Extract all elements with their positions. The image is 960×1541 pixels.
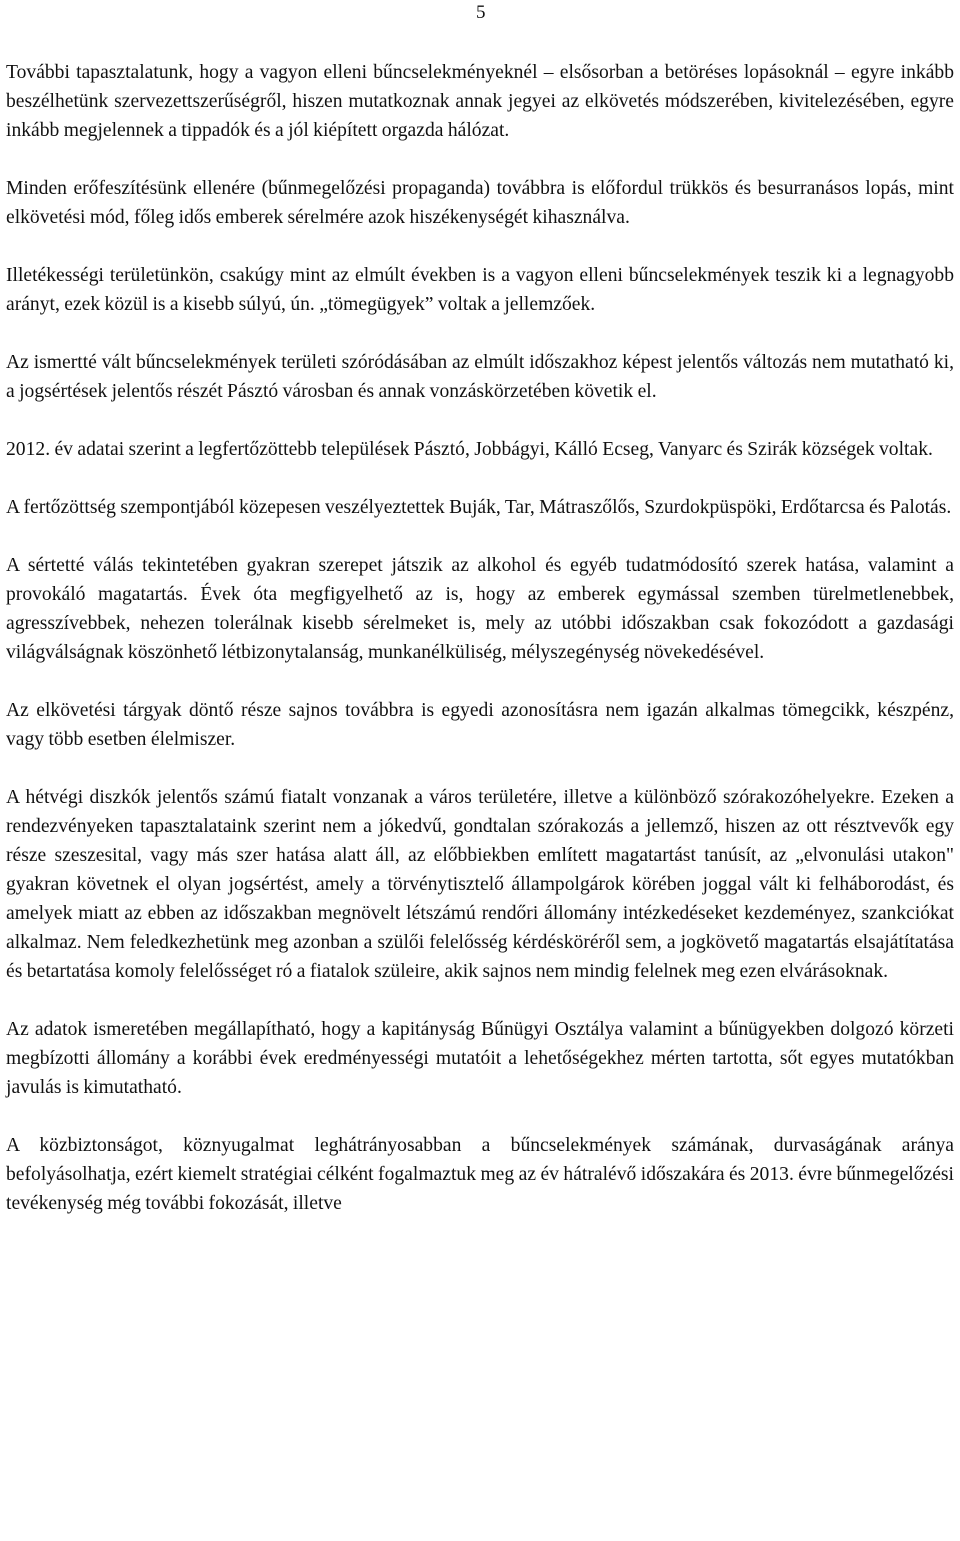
paragraph-11: A közbiztonságot, köznyugalmat leghátrányosabban a bűncselekmények számának, durvaságának aránya befolyásolhatja, ezért kiemelt stratégiai célként fogalmaztuk meg az év hátralévő időszakára és 2013. évre bűnmegelőzési tevékenység még további fokozását, illetve	[6, 1135, 954, 1214]
paragraph-5: 2012. év adatai szerint a legfertőzöttebb települések Pásztó, Jobbágyi, Kálló Ecseg, Vanyarc és Szirák községek voltak.	[6, 439, 933, 460]
paragraph-2: Minden erőfeszítésünk ellenére (bűnmegelőzési propaganda) továbbra is előfordul trükkös és besurranásos lopás, mint elkövetési mód, főleg idős emberek sérelmére azok hiszékenységét kihasználva.	[6, 178, 954, 228]
paragraph-4: Az ismertté vált bűncselekmények területi szóródásában az elmúlt időszakhoz képest jelentős változás nem mutatható ki, a jogsértések jelentős részét Pásztó városban és annak vonzáskörzetében követik el.	[6, 352, 954, 402]
paragraph-10: Az adatok ismeretében megállapítható, hogy a kapitányság Bűnügyi Osztálya valamint a bűnügyekben dolgozó körzeti megbízotti állomány a korábbi évek eredményességi mutatóit a lehetőségekhez mérten tartotta, sőt egyes mutatókban javulás is kimutatható.	[6, 1019, 954, 1098]
paragraph-3: Illetékességi területünkön, csakúgy mint az elmúlt években is a vagyon elleni bűncselekmények teszik ki a legnagyobb arányt, ezek közül is a kisebb súlyú, ún. „tömegügyek” voltak a jellemzőek.	[6, 265, 954, 315]
paragraph-8: Az elkövetési tárgyak döntő része sajnos továbbra is egyedi azonosításra nem igazán alkalmas tömegcikk, készpénz, vagy több esetben élelmiszer.	[6, 700, 954, 750]
paragraph-1: További tapasztalatunk, hogy a vagyon elleni bűncselekményeknél – elsősorban a betöréses lopásoknál – egyre inkább beszélhetünk szervezettszerűségről, hiszen mutatkoznak annak jegyei az elkövetés módszerében, kivitelezésében, egyre inkább megjelennek a tippadók és a jól kiépített orgazda hálózat.	[6, 62, 954, 141]
paragraph-7: A sértetté válás tekintetében gyakran szerepet játszik az alkohol és egyéb tudatmódosító szerek hatása, valamint a provokáló magatartás. Évek óta megfigyelhető az is, hogy az emberek egymással szemben türelmetlenebbek, agresszívebbek, nehezen tolerálnak kisebb sérelmeket is, mely az utóbbi időszakban csak fokozódott a gazdasági világválságnak köszönhető létbizonytalanság, munkanélküliség, mélyszegénység növekedésével.	[6, 555, 954, 663]
paragraph-9: A hétvégi diszkók jelentős számú fiatalt vonzanak a város területére, illetve a különböző szórakozóhelyekre. Ezeken a rendezvényeken tapasztalataink szerint nem a jókedvű, gondtalan szórakozás a jellemző, hiszen az ott résztvevők egy része szeszesital, vagy más szer hatása alatt áll, az előbbiekben említett magatartást tanúsít, az „elvonulási utakon" gyakran követnek el olyan jogsértést, amely a törvénytisztelő állampolgárok körében joggal vált ki felháborodást, és amelyek miatt az ebben az időszakban megnövelt létszámú rendőri állomány intézkedéseket kezdeményez, szankciókat alkalmaz. Nem feledkezhetünk meg azonban a szülői felelősség kérdésköréről sem, a jogkövető magatartás elsajátítatása és betartatása komoly felelősséget ró a fiatalok szüleire, akik sajnos nem mindig felelnek meg ezen elvárásoknak.	[6, 787, 954, 982]
page-number: 5	[476, 2, 486, 23]
paragraph-6: A fertőzöttség szempontjából közepesen veszélyeztettek Buják, Tar, Mátraszőlős, Szurdokpüspöki, Erdőtarcsa és Palotás.	[6, 497, 952, 518]
